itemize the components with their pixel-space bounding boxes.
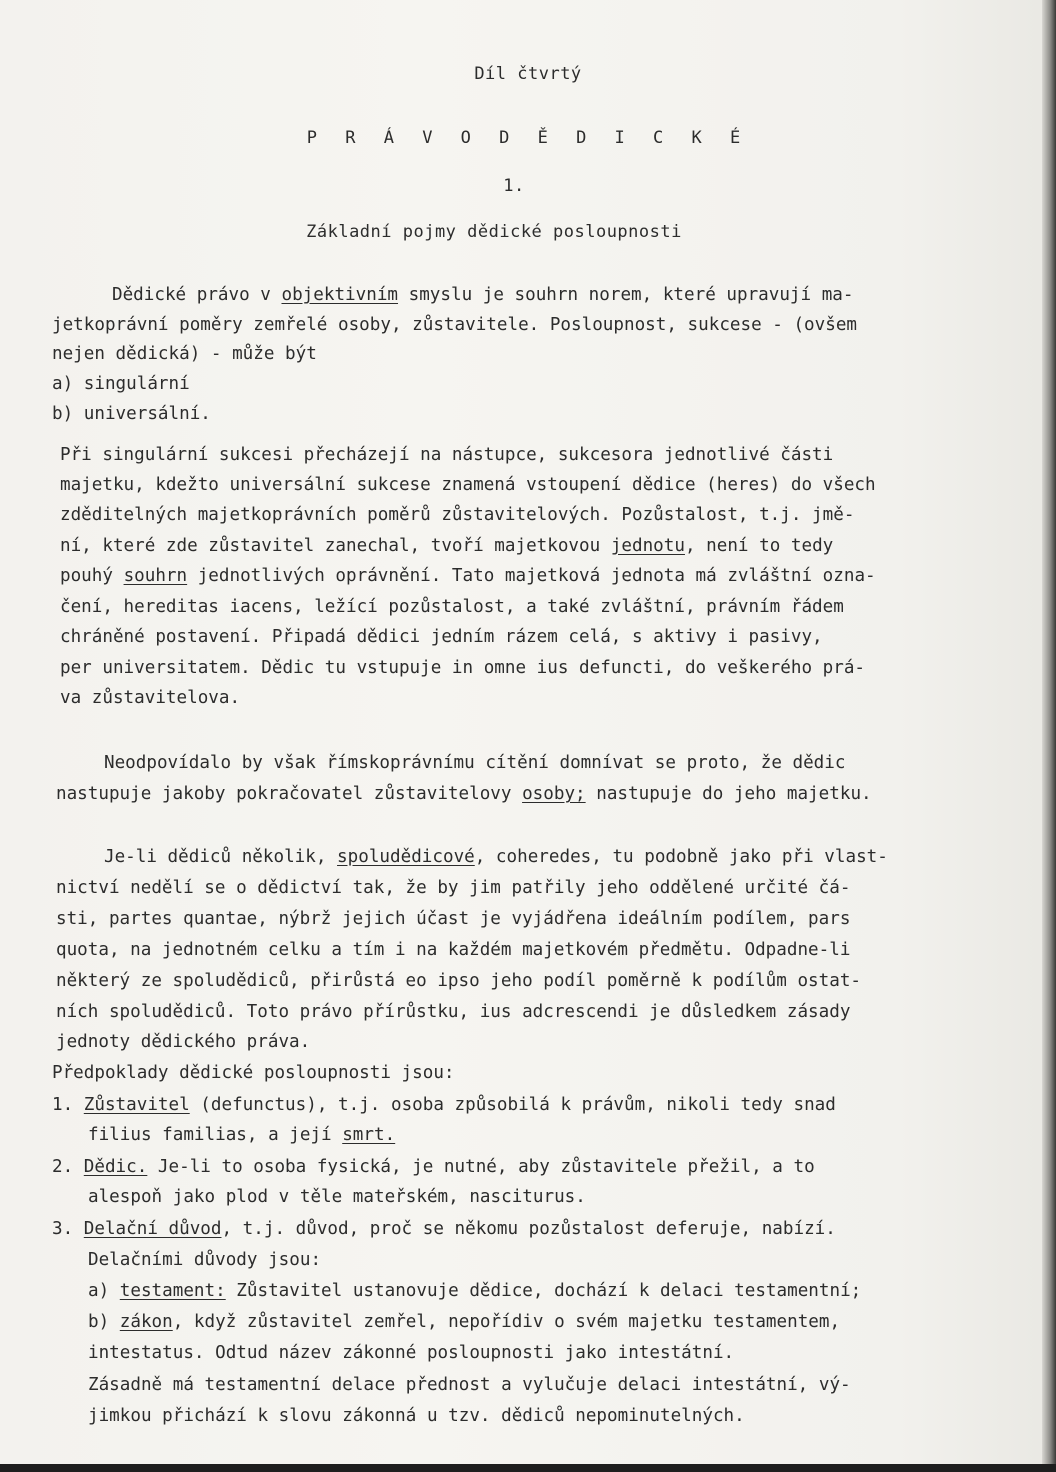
- list-item-3-line-2: Delačními důvody jsou:: [88, 1250, 322, 1270]
- page-bottom-edge: [0, 1464, 1056, 1472]
- p1-line-4: a) singulární: [52, 374, 190, 394]
- p3-line-3: sti, partes quantae, nýbrž jejich účast je vyjádřena ideálním podílem, pars: [56, 909, 851, 929]
- term-osoby: osoby;: [522, 784, 586, 804]
- p1-line-13: per universitatem. Dědic tu vstupuje in omne ius defuncti, do veškerého prá-: [60, 658, 866, 678]
- term-zakon: zákon: [119, 1312, 173, 1332]
- p1-line-8: zděditelných majetkoprávních poměrů zůstavitelových. Pozůstalost, t.j. jmě-: [60, 505, 855, 525]
- list-intro: Předpoklady dědické posloupnosti jsou:: [52, 1063, 455, 1083]
- list-item-3b: b) zákon, když zůstavitel zemřel, nepořídiv o svém majetku testamentem,: [88, 1312, 841, 1332]
- list-item-3-line-6: jimkou přichází k slovu zákonná u tzv. dědiců nepominutelných.: [88, 1406, 745, 1426]
- p3-line-1: Je-li dědiců několik, spoludědicové, coheredes, tu podobně jako při vlast-: [104, 847, 888, 867]
- p1-line-5: b) universální.: [52, 404, 211, 424]
- term-smrt: smrt.: [342, 1125, 396, 1145]
- p3-line-4: quota, na jednotném celku a tím i na každém majetkovém předmětu. Odpadne-li: [56, 940, 851, 960]
- list-item-3b-line-2: intestatus. Odtud název zákonné posloupnosti jako intestátní.: [88, 1343, 735, 1363]
- term-objektivnim: objektivním: [281, 285, 399, 305]
- section-number: 1.: [503, 176, 525, 196]
- term-jednotu: jednotu: [610, 536, 685, 556]
- p1-line-12: chráněné postavení. Připadá dědici jedním rázem celá, s aktivy i pasivy,: [60, 627, 823, 647]
- p3-line-7: jednoty dědického práva.: [56, 1032, 311, 1052]
- list-item-3: 3. Delační důvod, t.j. důvod, proč se někomu pozůstalost deferuje, nabízí.: [52, 1219, 836, 1239]
- p2-line-2: nastupuje jakoby pokračovatel zůstavitelovy osoby; nastupuje do jeho majetku.: [56, 784, 872, 804]
- list-item-3a: a) testament: Zůstavitel ustanovuje dědice, dochází k delaci testamentní;: [88, 1281, 862, 1301]
- p2-line-1: Neodpovídalo by však římskoprávnímu cítění domnívat se proto, že dědic: [104, 753, 846, 773]
- binding-shadow: [1042, 0, 1056, 1472]
- part-heading: Díl čtvrtý: [474, 64, 582, 84]
- term-souhrn: souhrn: [123, 566, 188, 586]
- p1-line-10: pouhý souhrn jednotlivých oprávnění. Tato majetková jednota má zvláštní ozna-: [60, 566, 876, 586]
- p3-line-6: ních spoludědiců. Toto právo přírůstku, ius adcrescendi je důsledkem zásady: [56, 1002, 851, 1022]
- list-item-1-line-2: filius familias, a její smrt.: [88, 1125, 396, 1145]
- list-item-2-line-2: alespoň jako plod v těle mateřském, nasciturus.: [88, 1187, 586, 1207]
- term-spoludedicove: spoludědicové: [337, 847, 475, 867]
- term-delacni-duvod: Delační důvod: [83, 1219, 222, 1239]
- term-testament: testament:: [119, 1281, 226, 1301]
- p3-line-2: nictví nedělí se o dědictví tak, že by jim patřily jeho oddělené určité čá-: [56, 878, 851, 898]
- p1-line-9: ní, které zde zůstavitel zanechal, tvoří majetkovou jednotu, není to tedy: [60, 536, 834, 556]
- p1-line-2: jetkoprávní poměry zemřelé osoby, zůstavitele. Posloupnost, sukcese - (ovšem: [52, 315, 858, 335]
- list-item-1: 1. Zůstavitel (defunctus), t.j. osoba způsobilá k právům, nikoli tedy snad: [52, 1095, 836, 1115]
- document-title: P R Á V O D Ě D I C K É: [306, 128, 750, 148]
- p1-line-11: čení, hereditas iacens, ležící pozůstalost, a také zvláštní, právním řádem: [60, 597, 844, 617]
- p3-line-5: některý ze spoludědiců, přirůstá eo ipso jeho podíl poměrně k podílům ostat-: [56, 971, 862, 991]
- p1-line-14: va zůstavitelova.: [60, 688, 241, 708]
- p1-line-3: nejen dědická) - může být: [52, 344, 317, 364]
- list-item-2: 2. Dědic. Je-li to osoba fysická, je nutné, aby zůstavitele přežil, a to: [52, 1157, 815, 1177]
- p1-line-6: Při singulární sukcesi přecházejí na nástupce, sukcesora jednotlivé části: [60, 445, 834, 465]
- section-title: Základní pojmy dědické posloupnosti: [306, 222, 682, 242]
- term-zustavitel: Zůstavitel: [83, 1095, 190, 1115]
- p1-line-1: Dědické právo v objektivním smyslu je souhrn norem, které upravují ma-: [112, 285, 854, 305]
- list-item-3-line-5: Zásadně má testamentní delace přednost a vylučuje delaci intestátní, vý-: [88, 1375, 851, 1395]
- p1-line-7: majetku, kdežto universální sukcese znamená vstoupení dědice (heres) do všech: [60, 475, 876, 495]
- term-dedic: Dědic.: [83, 1157, 148, 1177]
